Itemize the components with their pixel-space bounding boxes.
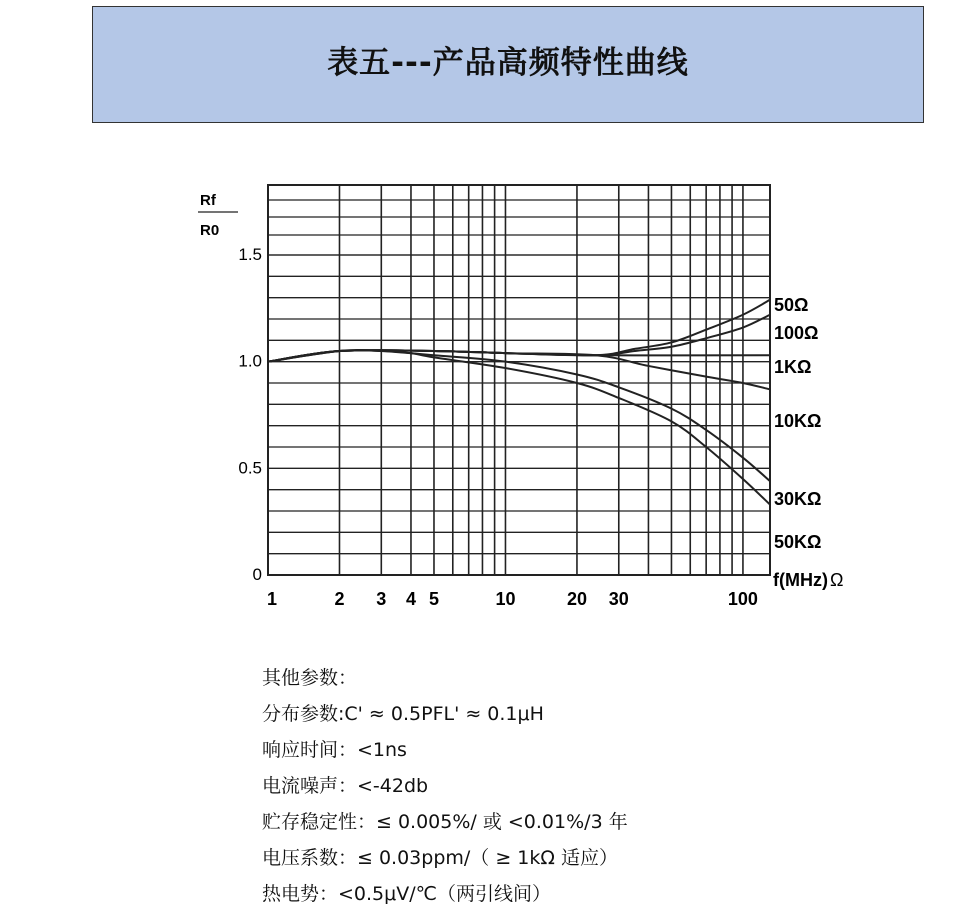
- series-label: 50KΩ: [774, 532, 822, 552]
- curve-1k-ohm: [268, 350, 770, 362]
- chart-grid: [268, 185, 770, 575]
- param-line: 电流噪声：<-42db: [262, 775, 429, 797]
- params-heading: 其他参数：: [262, 667, 358, 689]
- y-tick-label: 1.5: [238, 245, 262, 264]
- x-tick-label: 2: [334, 589, 345, 609]
- param-line: 电压系数：≤ 0.03ppm/（ ≥ 1kΩ 适应）: [262, 847, 618, 869]
- x-axis-title-text: f(MHz): [773, 570, 828, 590]
- y-axis-title-num: Rf: [200, 192, 216, 209]
- y-axis-title: [198, 192, 238, 239]
- x-tick-label: 5: [428, 589, 439, 609]
- x-tick-label: 100: [727, 589, 758, 609]
- y-axis-title-den: R0: [200, 222, 220, 239]
- param-line: 贮存稳定性：≤ 0.005%/ 或 <0.01%/3 年: [262, 811, 628, 833]
- frequency-chart: [160, 165, 880, 625]
- svg-text:R0: [200, 222, 219, 239]
- other-parameters: [262, 660, 628, 912]
- y-tick-label: 0.5: [238, 458, 262, 478]
- y-tick-label: 1.0: [238, 351, 262, 371]
- curve-50k-ohm: [268, 350, 770, 504]
- x-tick-label: 3: [376, 589, 387, 609]
- page-title: 表五---产品高频特性曲线: [327, 45, 689, 81]
- x-axis-title: [773, 570, 843, 590]
- svg-text:Rf: [200, 192, 217, 209]
- x-tick-label: 4: [405, 589, 416, 609]
- series-label: 10KΩ: [774, 411, 822, 431]
- param-line: 分布参数:C' ≈ 0.5PFL' ≈ 0.1μH: [262, 703, 544, 725]
- x-tick-label: 1: [266, 589, 278, 609]
- x-tick-label: 20: [566, 589, 587, 609]
- series-label: 1KΩ: [774, 357, 812, 377]
- param-line: 响应时间：<1ns: [262, 739, 407, 761]
- x-axis-unit-omega: Ω: [829, 570, 844, 590]
- plot-frame: [268, 185, 770, 575]
- param-line: 热电势：<0.5μV/℃（两引线间）: [262, 883, 551, 905]
- x-tick-label: 30: [608, 589, 629, 609]
- y-tick-label: 0: [252, 565, 262, 584]
- series-label: 30KΩ: [774, 489, 822, 509]
- x-tick-label: 10: [495, 589, 516, 609]
- chart-labels: [238, 245, 821, 609]
- header-box: [92, 6, 924, 123]
- chart-curves: [268, 300, 770, 505]
- series-label: 100Ω: [774, 323, 819, 343]
- series-label: 50Ω: [774, 295, 809, 315]
